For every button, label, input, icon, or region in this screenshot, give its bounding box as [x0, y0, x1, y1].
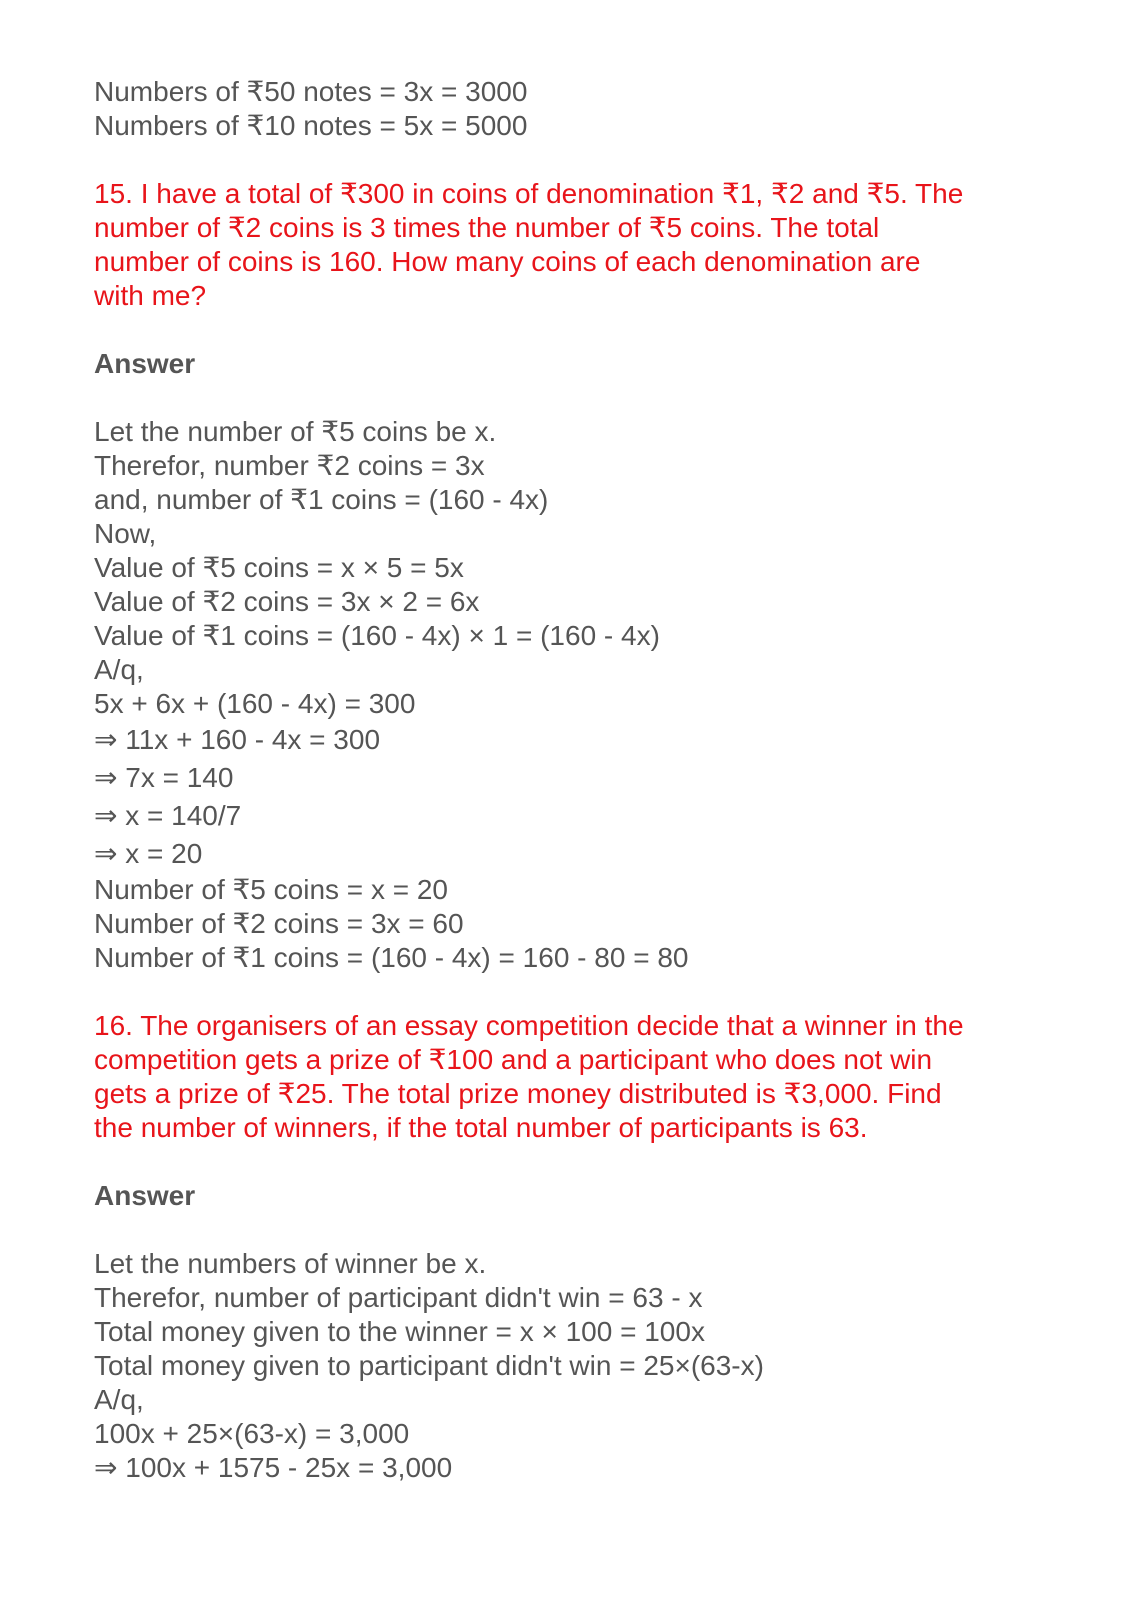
answer-line: Therefor, number of participant didn't win = 63 - x	[94, 1282, 703, 1313]
answer-15	[94, 415, 1094, 975]
answer-heading: Answer	[94, 1180, 196, 1211]
question-16	[94, 1009, 1094, 1145]
answer-line: Value of ₹1 coins = (160 - 4x) × 1 = (160 - 4x)	[94, 620, 660, 651]
answer-line: Let the number of ₹5 coins be x.	[94, 416, 497, 447]
step-line: ⇒ x = 20	[94, 838, 203, 869]
answer-16	[94, 1247, 1094, 1485]
question-line: competition gets a prize of ₹100 and a participant who does not win	[94, 1044, 933, 1075]
question-line: number of ₹2 coins is 3 times the number of ₹5 coins. The total	[94, 212, 880, 243]
answer-line: ⇒ 100x + 1575 - 25x = 3,000	[94, 1452, 453, 1483]
step-line: ⇒ x = 140/7	[94, 800, 242, 831]
result-line: Number of ₹1 coins = (160 - 4x) = 160 - 80 = 80	[94, 942, 689, 973]
answer-line: Total money given to participant didn't win = 25×(63-x)	[94, 1350, 764, 1381]
result-line: Number of ₹5 coins = x = 20	[94, 874, 448, 905]
answer-line: 5x + 6x + (160 - 4x) = 300	[94, 688, 416, 719]
intro-block	[94, 75, 1094, 143]
answer-line: Now,	[94, 518, 157, 549]
answer-line: and, number of ₹1 coins = (160 - 4x)	[94, 484, 549, 515]
step-line: ⇒ 11x + 160 - 4x = 300	[94, 724, 381, 755]
answer-line: Therefor, number ₹2 coins = 3x	[94, 450, 485, 481]
question-line: gets a prize of ₹25. The total prize money distributed is ₹3,000. Find	[94, 1078, 942, 1109]
question-line: 16. The organisers of an essay competition decide that a winner in the	[94, 1010, 964, 1041]
document-page	[94, 75, 1094, 1485]
question-line: 15. I have a total of ₹300 in coins of denomination ₹1, ₹2 and ₹5. The	[94, 178, 964, 209]
answer-line: Total money given to the winner = x × 100 = 100x	[94, 1316, 705, 1347]
question-line: number of coins is 160. How many coins of each denomination are	[94, 246, 921, 277]
question-line: the number of winners, if the total number of participants is 63.	[94, 1112, 868, 1143]
answer-line: Value of ₹5 coins = x × 5 = 5x	[94, 552, 464, 583]
answer-heading: Answer	[94, 348, 196, 379]
result-line: Number of ₹2 coins = 3x = 60	[94, 908, 464, 939]
intro-line: Numbers of ₹10 notes = 5x = 5000	[94, 110, 528, 141]
answer-line: A/q,	[94, 654, 144, 685]
question-15	[94, 177, 1094, 313]
answer-line: Value of ₹2 coins = 3x × 2 = 6x	[94, 586, 480, 617]
answer-line: Let the numbers of winner be x.	[94, 1248, 487, 1279]
answer-line: A/q,	[94, 1384, 144, 1415]
step-line: ⇒ 7x = 140	[94, 762, 234, 793]
answer-line: 100x + 25×(63-x) = 3,000	[94, 1418, 410, 1449]
question-line: with me?	[94, 280, 207, 311]
intro-line: Numbers of ₹50 notes = 3x = 3000	[94, 76, 528, 107]
